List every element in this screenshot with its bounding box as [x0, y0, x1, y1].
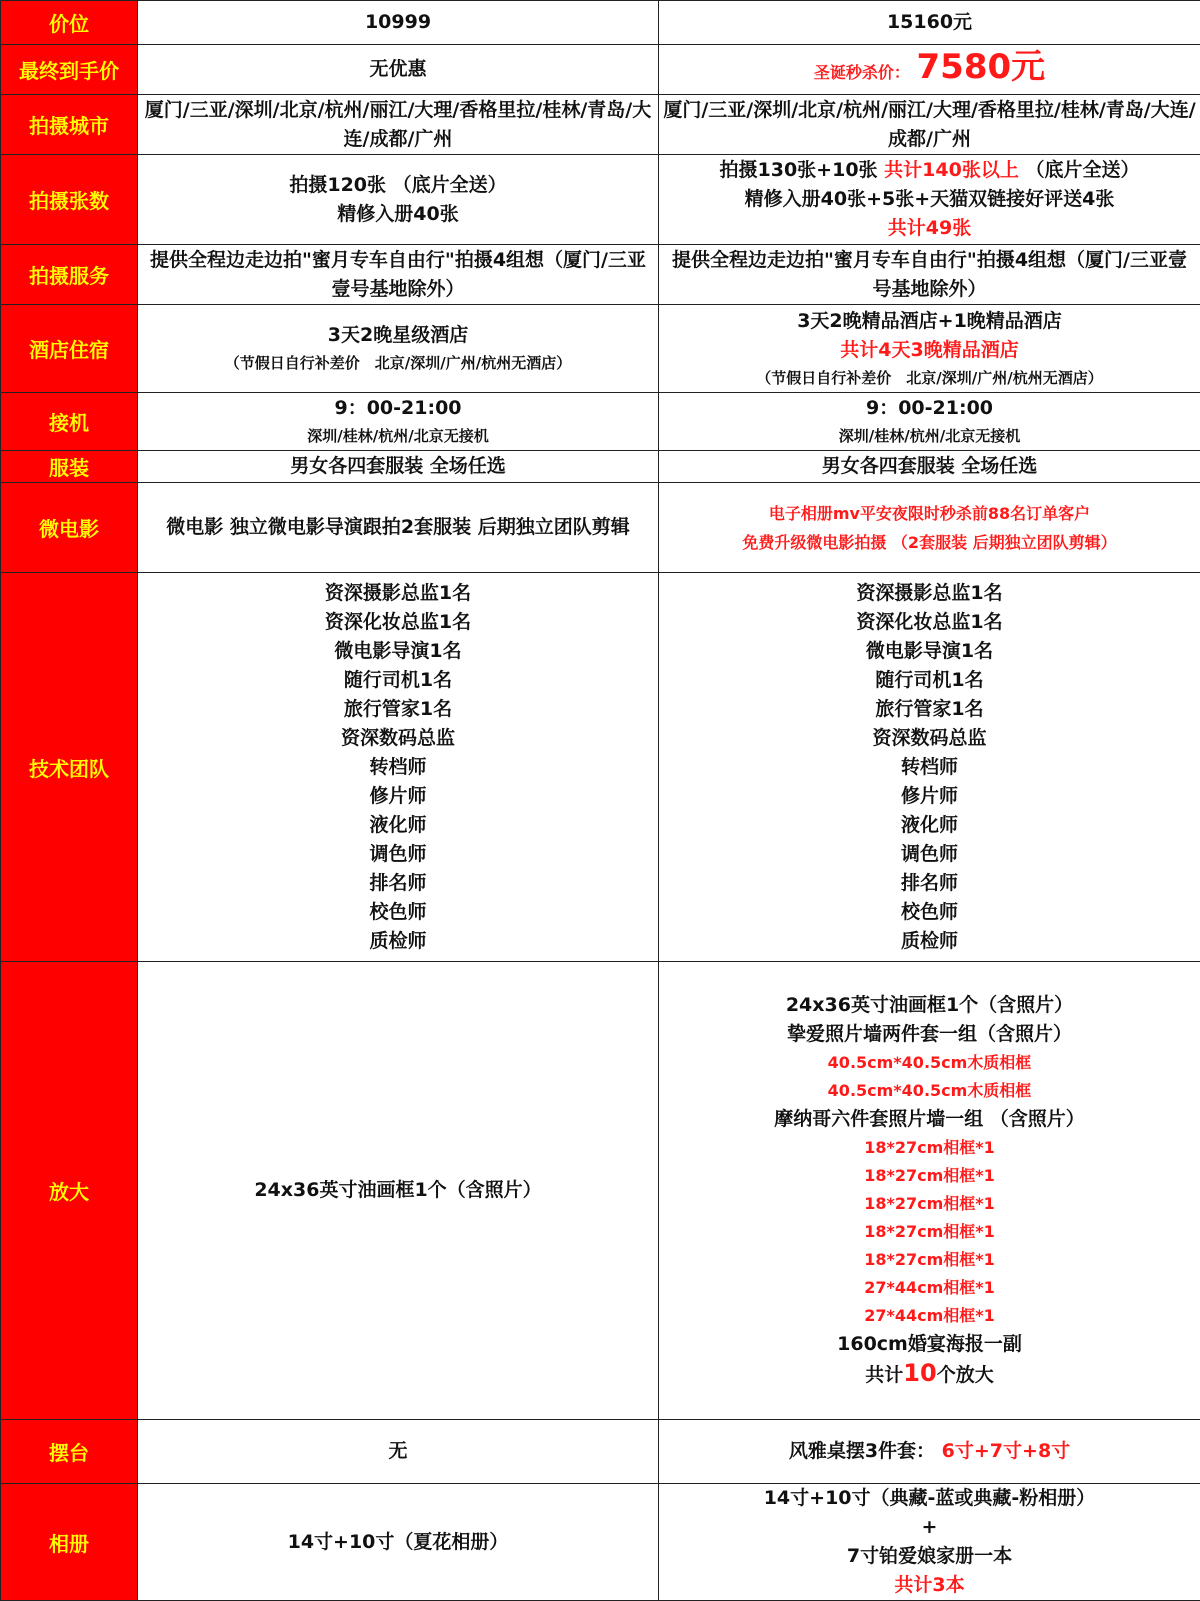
service-b-text: 提供全程边走边拍"蜜月专车自由行"拍摄4组想（厦门/三亚壹号基地除外）: [663, 246, 1196, 304]
count-b-line1-pre: 拍摄130张+10张: [720, 159, 878, 181]
team-b-item: 旅行管家1名: [663, 695, 1196, 724]
desk-b-red: 6寸+7寸+8寸: [942, 1440, 1071, 1462]
label-city: 拍摄城市: [1, 95, 138, 155]
enlarge-b-item: 27*44cm相框*1: [663, 1302, 1196, 1330]
label-hotel: 酒店住宿: [1, 305, 138, 393]
album-b-line2: +: [663, 1513, 1196, 1542]
row-enlarge: [1, 962, 1200, 1420]
pickup-b-line2: 深圳/桂林/杭州/北京无接机: [663, 423, 1196, 449]
label-enlarge: 放大: [1, 962, 138, 1420]
album-b-line3: 7寸铂爱娘家册一本: [663, 1542, 1196, 1571]
album-b-line4: 共计3本: [663, 1571, 1196, 1600]
team-a-item: 微电影导演1名: [142, 637, 654, 666]
team-b: [659, 573, 1200, 962]
price-b: 15160元: [659, 1, 1200, 45]
price-a: 10999: [138, 1, 659, 45]
team-b-item: 资深摄影总监1名: [663, 579, 1196, 608]
city-b-text: 厦门/三亚/深圳/北京/杭州/丽江/大理/香格里拉/桂林/青岛/大连/成都/广州: [663, 96, 1196, 154]
city-b: [659, 95, 1200, 155]
service-b: [659, 245, 1200, 305]
label-album: 相册: [1, 1484, 138, 1601]
team-a-item: 资深化妆总监1名: [142, 608, 654, 637]
enlarge-b-item: 18*27cm相框*1: [663, 1162, 1196, 1190]
enlarge-a: 24x36英寸油画框1个（含照片）: [138, 962, 659, 1420]
team-a-item: 旅行管家1名: [142, 695, 654, 724]
film-b: [659, 483, 1200, 573]
team-a-item: 排名师: [142, 869, 654, 898]
enlarge-b-item: 40.5cm*40.5cm木质相框: [663, 1049, 1196, 1077]
enlarge-b-total-pre: 共计: [865, 1364, 903, 1386]
label-pickup: 接机: [1, 393, 138, 451]
team-a-item: 调色师: [142, 840, 654, 869]
pickup-a-line2: 深圳/桂林/杭州/北京无接机: [142, 423, 654, 449]
enlarge-b-item: 摩纳哥六件套照片墙一组 （含照片）: [663, 1105, 1196, 1134]
count-b-line1-post: （底片全送）: [1025, 159, 1139, 181]
row-hotel: [1, 305, 1200, 393]
pickup-a: [138, 393, 659, 451]
team-a: [138, 573, 659, 962]
city-a-text: 厦门/三亚/深圳/北京/杭州/丽江/大理/香格里拉/桂林/青岛/大连/成都/广州: [142, 96, 654, 154]
row-costume: [1, 451, 1200, 483]
team-a-item: 资深摄影总监1名: [142, 579, 654, 608]
final-b: [659, 45, 1200, 95]
row-service: [1, 245, 1200, 305]
enlarge-b-item: 160cm婚宴海报一副: [663, 1330, 1196, 1359]
team-b-item: 排名师: [663, 869, 1196, 898]
final-a: 无优惠: [138, 45, 659, 95]
row-pickup: [1, 393, 1200, 451]
label-service: 拍摄服务: [1, 245, 138, 305]
pickup-b-line1: 9：00-21:00: [663, 394, 1196, 423]
enlarge-b-item: 18*27cm相框*1: [663, 1134, 1196, 1162]
costume-a: 男女各四套服装 全场任选: [138, 451, 659, 483]
team-a-item: 校色师: [142, 898, 654, 927]
hotel-b-line3: （节假日自行补差价 北京/深圳/广州/杭州无酒店）: [663, 365, 1196, 391]
row-final: [1, 45, 1200, 95]
album-b: [659, 1484, 1200, 1601]
enlarge-b-item: 挚爱照片墙两件套一组（含照片）: [663, 1020, 1196, 1049]
final-b-prefix: 圣诞秒杀价：: [814, 63, 910, 82]
row-count: [1, 155, 1200, 245]
pickup-b: [659, 393, 1200, 451]
row-desk: [1, 1420, 1200, 1484]
enlarge-b: [659, 962, 1200, 1420]
hotel-a: [138, 305, 659, 393]
team-b-item: 修片师: [663, 782, 1196, 811]
film-b-line1: 电子相册mv平安夜限时秒杀前88名订单客户: [663, 499, 1196, 528]
service-a-text: 提供全程边走边拍"蜜月专车自由行"拍摄4组想（厦门/三亚壹号基地除外）: [142, 246, 654, 304]
label-film: 微电影: [1, 483, 138, 573]
desk-b-pre: 风雅桌摆3件套：: [789, 1440, 935, 1462]
count-a-line2: 精修入册40张: [142, 200, 654, 229]
team-b-item: 质检师: [663, 927, 1196, 956]
team-b-item: 资深数码总监: [663, 724, 1196, 753]
label-final: 最终到手价: [1, 45, 138, 95]
hotel-a-line2: （节假日自行补差价 北京/深圳/广州/杭州无酒店）: [142, 350, 654, 376]
count-a-line1: 拍摄120张 （底片全送）: [142, 171, 654, 200]
row-team: [1, 573, 1200, 962]
count-b-line3: 共计49张: [663, 214, 1196, 243]
album-b-line1: 14寸+10寸（典藏-蓝或典藏-粉相册）: [663, 1484, 1196, 1513]
service-a: [138, 245, 659, 305]
enlarge-b-total-num: 10: [903, 1359, 936, 1387]
count-b: [659, 155, 1200, 245]
enlarge-b-item: 18*27cm相框*1: [663, 1246, 1196, 1274]
count-b-line1: [663, 156, 1196, 185]
hotel-b: [659, 305, 1200, 393]
costume-b: 男女各四套服装 全场任选: [659, 451, 1200, 483]
enlarge-b-item: 18*27cm相框*1: [663, 1190, 1196, 1218]
team-b-item: 液化师: [663, 811, 1196, 840]
team-a-item: 资深数码总监: [142, 724, 654, 753]
team-b-item: 转档师: [663, 753, 1196, 782]
desk-b: [659, 1420, 1200, 1484]
hotel-b-line1: 3天2晚精品酒店+1晚精品酒店: [663, 307, 1196, 336]
final-b-price: 7580元: [917, 47, 1046, 87]
enlarge-b-item: 18*27cm相框*1: [663, 1218, 1196, 1246]
row-film: [1, 483, 1200, 573]
enlarge-b-item: 40.5cm*40.5cm木质相框: [663, 1077, 1196, 1105]
label-count: 拍摄张数: [1, 155, 138, 245]
team-a-item: 修片师: [142, 782, 654, 811]
enlarge-b-total-post: 个放大: [937, 1364, 994, 1386]
label-team: 技术团队: [1, 573, 138, 962]
enlarge-b-item: 24x36英寸油画框1个（含照片）: [663, 991, 1196, 1020]
pickup-a-line1: 9：00-21:00: [142, 394, 654, 423]
film-a: 微电影 独立微电影导演跟拍2套服装 后期独立团队剪辑: [138, 483, 659, 573]
desk-a: 无: [138, 1420, 659, 1484]
team-b-item: 调色师: [663, 840, 1196, 869]
team-b-item: 微电影导演1名: [663, 637, 1196, 666]
team-a-item: 随行司机1名: [142, 666, 654, 695]
count-b-line2: 精修入册40张+5张+天猫双链接好评送4张: [663, 185, 1196, 214]
hotel-b-line2: 共计4天3晚精品酒店: [663, 336, 1196, 365]
team-b-item: 随行司机1名: [663, 666, 1196, 695]
team-b-item: 资深化妆总监1名: [663, 608, 1196, 637]
team-a-item: 质检师: [142, 927, 654, 956]
city-a: [138, 95, 659, 155]
team-a-item: 液化师: [142, 811, 654, 840]
enlarge-b-total: [663, 1359, 1196, 1390]
label-costume: 服装: [1, 451, 138, 483]
film-b-line2: 免费升级微电影拍摄 （2套服装 后期独立团队剪辑）: [663, 528, 1196, 557]
row-price: [1, 1, 1200, 45]
team-a-item: 转档师: [142, 753, 654, 782]
row-album: [1, 1484, 1200, 1601]
row-city: [1, 95, 1200, 155]
label-price: 价位: [1, 1, 138, 45]
count-b-line1-red: 共计140张以上: [884, 159, 1019, 181]
count-a: [138, 155, 659, 245]
hotel-a-line1: 3天2晚星级酒店: [142, 321, 654, 350]
album-a: 14寸+10寸（夏花相册）: [138, 1484, 659, 1601]
team-b-item: 校色师: [663, 898, 1196, 927]
label-desk: 摆台: [1, 1420, 138, 1484]
enlarge-b-item: 27*44cm相框*1: [663, 1274, 1196, 1302]
